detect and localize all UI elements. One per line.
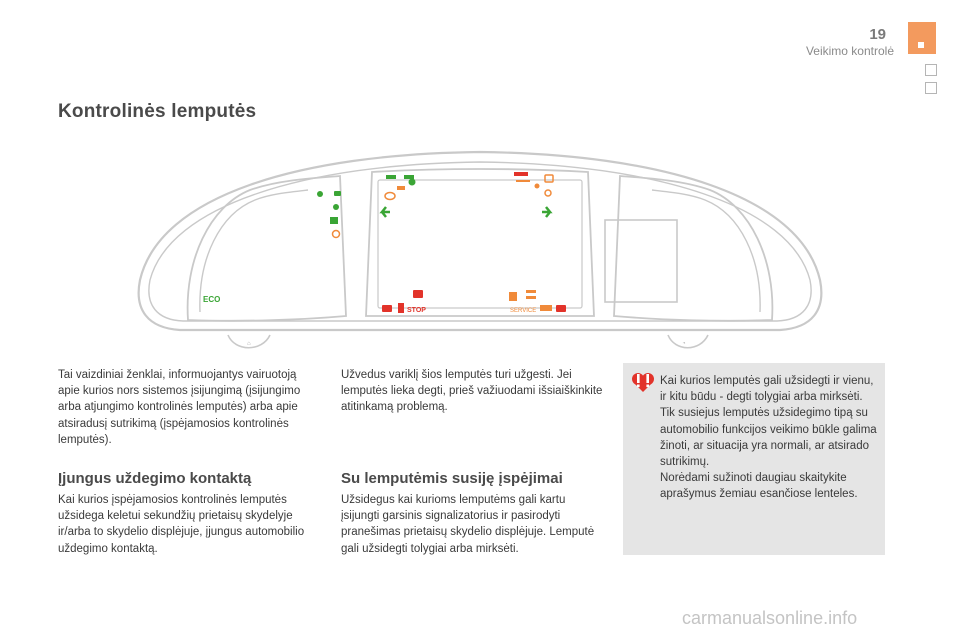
page-title: Kontrolinės lemputės xyxy=(58,101,257,122)
notice-paragraph: Kai kurios lemputės gali užsidegti ir vienu, ir kitu būdu - degti tolygiai arba mirksėti. xyxy=(660,375,874,404)
chapter-tab-empty xyxy=(925,82,937,94)
svg-text:◔: ◔ xyxy=(682,341,686,347)
heading-ignition-on: Įjungus uždegimo kontaktą xyxy=(58,470,252,487)
instrument-cluster-illustration xyxy=(0,140,960,360)
chapter-tab-active xyxy=(908,22,936,54)
lamp-alerts-paragraph: Užsidegus kai kurioms lemputėms gali kartu įsijungti garsinis signalizatorius ir pasirodyti pranešimas prietaisų skydelio displėjuje. Lemputė gali užsidegti tolygiai arba mirksėti. xyxy=(341,494,595,555)
center-panel-lamps xyxy=(382,172,566,314)
watermark: carmanualsonline.info xyxy=(682,608,858,628)
notice-box xyxy=(623,363,885,555)
stop-lamp: STOP xyxy=(407,307,426,314)
engine-start-paragraph: Užvedus variklį šios lemputės turi užgesti. Jei lemputės lieka degti, prieš važiuodami išsiaiškinkite atitinkamą problemą. xyxy=(341,369,603,414)
section-title: Veikimo kontrolė xyxy=(805,44,894,58)
heading-lamp-alerts: Su lemputėmis susiję įspėjimai xyxy=(341,470,563,487)
page-number: 19 xyxy=(869,26,886,43)
eco-lamp: ECO xyxy=(203,295,221,304)
notice-paragraph: Tik susiejus lemputės užsidegimo tipą su automobilio funkcijos veikimo būkle galima žinoti, ar situacija yra normali, ar atsirado sutrikimų. xyxy=(660,407,877,469)
ignition-on-paragraph: Kai kurios įspėjamosios kontrolinės lemputės užsidega keletui sekundžių prietaisų skydelyje ir/arba to skydelio displėjuje, įjungus automobilio uždegimo kontaktą. xyxy=(58,494,305,555)
svg-text:⌂: ⌂ xyxy=(247,341,251,347)
warning-exclamation-icon xyxy=(631,371,655,393)
notice-paragraph: Norėdami sužinoti daugiau skaitykite aprašymus žemiau esančiose lenteles. xyxy=(660,472,858,501)
chapter-tab-empty xyxy=(925,64,937,76)
intro-paragraph: Tai vaizdiniai ženklai, informuojantys vairuotoją apie kurios nors sistemos įsijungimą (įsijungimo arba atjungimo kontrolinės lemputės) arba apie atsiradusį sutrikimą (įspėjamosios kontrolinės lemputės). xyxy=(58,369,301,446)
service-lamp: SERVICE xyxy=(510,308,537,314)
